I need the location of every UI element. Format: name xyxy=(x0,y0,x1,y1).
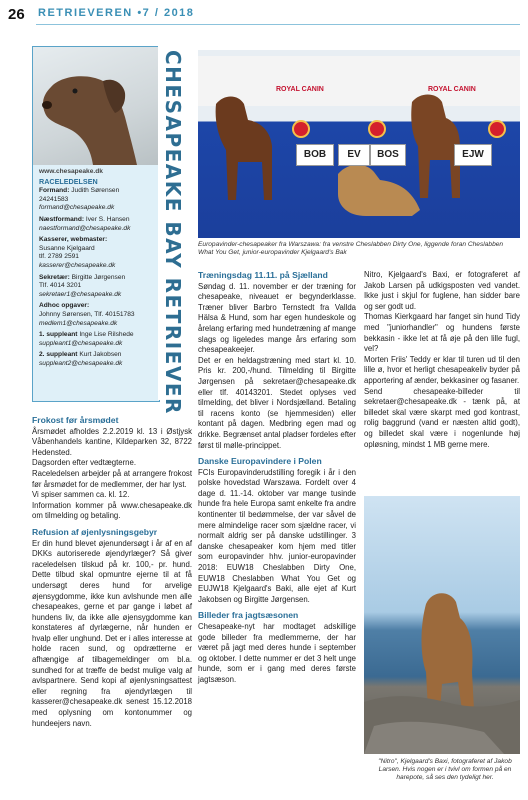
placard-ev: EV xyxy=(338,144,370,166)
contact-entry xyxy=(39,302,155,328)
sitting-dog-illustration xyxy=(364,496,520,754)
vertical-breed-title-text: CHESAPEAKE BAY RETRIEVER xyxy=(161,50,185,415)
magazine-header xyxy=(38,7,194,19)
paragraph: FCIs Europavinderudstilling foregik i år i den polske hovedstad Warszawa. Fordelt over 4 dage d. 11.-14. oktober var mange tusinde hunde fra hele Europa samt enkelte fra andre kontinenter til bedømmelse, der var såvel de mere almindelige racer som sjældne racer, vi normalt aldrig ser på danske udstillinger. 3 danske chesapeaker kom hjem med titler som europavinder hhv. junior-europavinder 2018: EUW18 Cheslabben Dirty One, EUW18 Cheslabben What You Get og EUJW18 Kjelgaard's Baki, alle ejet af Kurt Jakobsen og Birgitte Jørgensen. xyxy=(198,467,356,604)
placard-bob: BOB xyxy=(296,144,334,166)
header-rule xyxy=(36,24,520,25)
paragraph: Det er en heldagstræning med start kl. 10. Pris kr. 200,-/hund. Tilmelding til Birgitte Jørgensen på sekretaer@chesapeake.dk eller tlf. 40143201. Stedet oplyses ved tilmelding, det bliver i Nordsjælland. Betaling til racens konto (se hjemmesiden) eller kontant på dagen. Medbring egen mad og drikke. Begrænset antal pladser fordeles efter først til mølle-princippet. xyxy=(198,355,356,450)
paragraph: Er din hund blevet øjenundersøgt i år af en af DKKs autoriserede øjendyrlæger? Så giver raceledelsen tilskud på kr. 100,- pr. hund. Dette tilbud skal opmuntre ejerne til at få undersøgt deres hund for arvelige øjensygdomme, ikke kun avlshunde men alle chesapeakes, gerne et par gange i løbet af hundens liv, da ikke alle øjensygdomme kan konstateres af dyrlægerne, når hunden er hvalp eller unghund. Det er i alles interesse at holde racen sund, og opdrætterne er afhængige af tilbagemeldinger om bl.a. sundhed for at træffe de bedst mulige valg af avlspartnere. Send kopi af øjenlysningsattest eller regning fra øjendyrlægen til kasserer@chesapeake.dk senest 15.12.2018 med oplysning om kontonummer og hundeejers navn. xyxy=(32,538,192,728)
contact-email[interactable]: suppleant2@chesapeake.dk xyxy=(39,359,123,367)
contact-role: Sekretær: xyxy=(39,273,70,281)
left-column xyxy=(32,415,192,729)
right-column xyxy=(364,270,520,450)
page-number: 26 xyxy=(8,6,25,23)
contact-role: 1. suppleant xyxy=(39,331,78,339)
contact-name: Susanne Kjelgaard xyxy=(39,244,95,252)
contact-role: Formand: xyxy=(39,187,70,195)
contact-email[interactable]: medlem1@chesapeake.dk xyxy=(39,319,118,327)
paragraph: Årsmødet afholdes 2.2.2019 kl. 13 i Østjysk Våbenhandels kantine, Kildeparken 32, 8722 Hedensted. xyxy=(32,426,192,457)
paragraph: Søndag d. 11. november er der træning for chesapeake, niveauet er begynderklasse. Træner bliver Barbro Ternstedt fra Vallda Hälsa & Hund, som har egen hundeskole og årelang erfaring med hundetræning af mange slags og ligeledes mange års erfaring som chesapeakeejer. xyxy=(198,281,356,355)
placard-bos: BOS xyxy=(370,144,406,166)
contact-role: Kasserer, webmaster: xyxy=(39,236,108,244)
magazine-name: RETRIEVEREN xyxy=(38,7,133,19)
contact-name: Iver S. Hansen xyxy=(85,215,130,223)
sponsor-logo: ROYAL CANIN xyxy=(276,86,324,93)
club-website[interactable]: www.chesapeake.dk xyxy=(39,168,103,175)
contact-entry xyxy=(39,187,155,213)
paragraph: Raceledelsen arbejder på at arrangere frokost før årsmødet for de medlemmer, der har lyst. xyxy=(32,468,192,489)
paragraph: Send chesapeake-billeder til sekretaer@chesapeake.dk - tænk på, at billedet skal være skarpt med god kontrast, rolig baggrund (vand er næsten altid godt), og billedet skal være i nogenlunde høj opløsning, mindst 1 MB gerne mere. xyxy=(364,386,520,449)
contact-email[interactable]: kasserer@chesapeake.dk xyxy=(39,261,116,269)
heading-billeder: Billeder fra jagtsæsonen xyxy=(198,610,299,621)
contact-role: Næstformand: xyxy=(39,215,85,223)
contact-name: Judith Sørensen xyxy=(71,187,120,195)
dog-show-photo xyxy=(198,50,520,238)
dog-portrait-photo xyxy=(33,47,159,165)
contact-email[interactable]: formand@chesapeake.dk xyxy=(39,204,115,212)
dog-head-illustration xyxy=(33,47,159,165)
paragraph: Dagsorden efter vedtægterne. xyxy=(32,458,137,468)
rosette-icon xyxy=(292,120,310,138)
heading-traening: Træningsdag 11.11. på Sjælland xyxy=(198,270,328,280)
heading-frokost: Frokost før årsmødet xyxy=(32,415,119,425)
contact-phone: tlf. 2789 2591 xyxy=(39,253,79,261)
contact-role: Adhoc opgaver: xyxy=(39,302,90,310)
heading-refusion: Refusion af øjenlysningsgebyr xyxy=(32,526,158,537)
vertical-breed-title xyxy=(158,46,186,415)
contact-entry xyxy=(39,274,155,300)
club-info-box xyxy=(32,46,160,402)
paragraph: Vi spiser sammen ca. kl. 12. xyxy=(32,490,130,500)
issue-number: •7 / 2018 xyxy=(137,7,195,19)
contact-entry xyxy=(39,351,155,368)
sponsor-logo: ROYAL CANIN xyxy=(428,86,476,93)
contact-phone: Tlf. 4014 3201 xyxy=(39,282,82,290)
contact-name: Kurt Jakobsen xyxy=(79,351,122,359)
rosette-icon xyxy=(488,120,506,138)
club-contact-list xyxy=(39,168,155,368)
photo-caption-bottom: "Nitro", Kjelgaard's Baxi, fotograferet af Jakob Larsen. Hvis nogen er i tvivl om formen på en harepote, så ses den tydeligt her. xyxy=(378,758,512,781)
dog-on-rocks-photo xyxy=(364,496,520,754)
paragraph: Chesapeake-nyt har modtaget adskillige gode billeder fra medlemmerne, der har været på jagt med deres hunde i september og oktober. I dette nummer er det 3 helt unge hunde, som er i gang med deres første jagtsæson. xyxy=(198,622,356,684)
heading-danske: Danske Europavindere i Polen xyxy=(198,456,322,467)
contact-entry xyxy=(39,331,155,348)
contact-name: Birgitte Jørgensen xyxy=(71,273,126,281)
paragraph: Nitro, Kjelgaard's Baxi, er fotograferet af Jakob Larsen på udkigsposten ved vandet. Ikke just i skjul for fuglene, han sidder bare og ser godt ud. xyxy=(364,270,520,311)
contact-email[interactable]: suppleant1@chesapeake.dk xyxy=(39,339,123,347)
section-title: RACELEDELSEN xyxy=(39,176,98,186)
contact-email[interactable]: naestformand@chesapeake.dk xyxy=(39,224,131,232)
contact-phone: 24241583 xyxy=(39,195,69,203)
rosette-icon xyxy=(368,120,386,138)
placard-ejw: EJW xyxy=(454,144,492,166)
contact-entry xyxy=(39,216,155,233)
contact-entry xyxy=(39,236,155,270)
photo-caption-top: Europavinder-chesapeaker fra Warszawa: fra venstre Cheslabben Dirty One, liggende foran Cheslabben What You Get, junior-europavinder Kjelgaard's Bak xyxy=(198,241,504,256)
contact-phone: Johnny Sørensen, Tlf. 40151783 xyxy=(39,310,135,318)
paragraph: Information kommer på www.chesapeake.dk om tilmelding og betaling. xyxy=(32,500,192,521)
contact-name: Inge Lise Rilshede xyxy=(79,331,134,339)
contact-email[interactable]: sekretaer1@chesapeake.dk xyxy=(39,290,122,298)
paragraph: Morten Friis' Teddy er klar til turen ud til den lille ø, hvor et herligt chesapeakeliv byder på apportering af ænder, bekkasiner og fasaner. xyxy=(364,354,520,385)
contact-role: 2. suppleant xyxy=(39,351,78,359)
paragraph: Thomas Kierkgaard har fanget sin hund Tidy med "juniorhandler" og hundens første bekkasin - ikke let at få øje på den lille fugl, vel? xyxy=(364,312,520,354)
middle-column xyxy=(198,270,356,686)
